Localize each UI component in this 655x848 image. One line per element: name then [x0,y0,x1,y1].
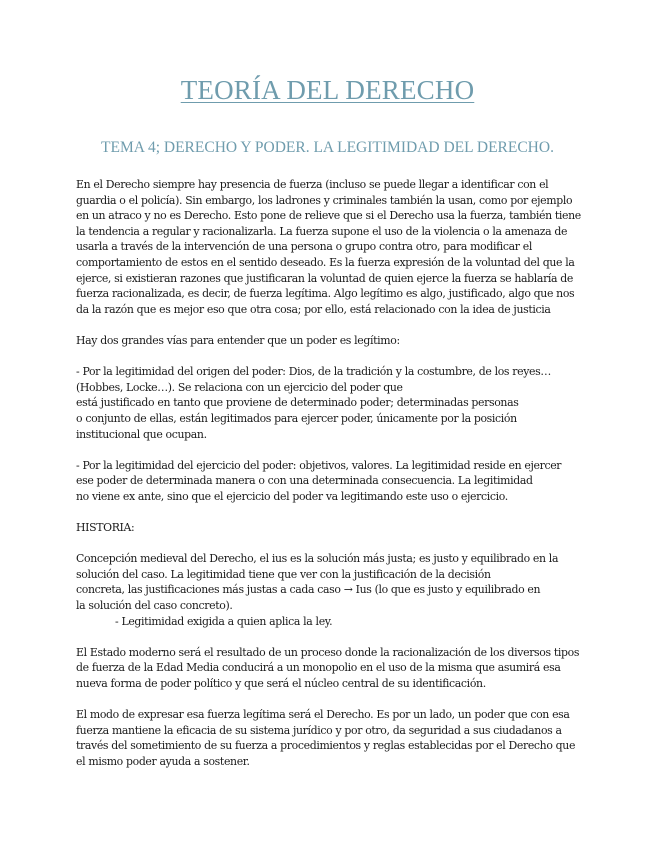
text-line: comportamiento de estos en el sentido deseado. Es la fuerza expresión de la voluntad del que la [76,255,575,269]
paragraph [76,551,586,629]
document-title: TEORÍA DEL DERECHO [180,75,475,105]
text-line: Hay dos grandes vías para entender que un poder es legítimo: [76,333,400,347]
text-line: nueva forma de poder político y que será el núcleo central de su identificación. [76,677,486,690]
text-line: el mismo poder ayuda a sostener. [76,754,250,768]
paragraph [76,707,586,769]
text-line: o conjunto de ellas, están legitimados para ejercer poder, únicamente por la posición [76,411,517,425]
text-line: El modo de expresar esa fuerza legítima será el Derecho. Es por un lado, un poder que con esa [76,708,570,722]
text-line: da la razón que es mejor eso que otra cosa; por ello, está relacionado con la idea de justicia [76,302,551,316]
text-line: de fuerza de la Edad Media conducirá a un monopolio en el uso de la misma que asumirá esa [76,661,561,675]
text-line: institucional que ocupan. [76,427,207,441]
text-line: está justificado en tanto que proviene de determinado poder; determinadas personas [76,396,519,410]
paragraph [76,177,586,317]
document-subtitle: TEMA 4; DERECHO Y PODER. LA LEGITIMIDAD DEL DERECHO. [101,139,554,156]
text-line: la solución del caso concreto). [76,599,233,613]
paragraph [76,645,586,692]
text-line: - Por la legitimidad del origen del poder: Dios, de la tradición y la costumbre, de los reyes… [76,365,551,379]
text-line: la tendencia a regular y racionalizarla. La fuerza supone el uso de la violencia o la amenaza de [76,224,568,238]
text-line: ese poder de determinada manera o con una determinada consecuencia. La legitimidad [76,474,533,488]
text-line: fuerza racionalizada, es decir, de fuerza legítima. Algo legítimo es algo, justificado, algo que nos [76,287,575,301]
text-line: (Hobbes, Locke…). Se relaciona con un ejercicio del poder que [76,380,403,394]
text-line: no viene ex ante, sino que el ejercicio del poder va legitimando este uso o ejercicio. [76,489,508,503]
paragraph [76,520,586,536]
text-line: en un atraco y no es Derecho. Esto pone de relieve que si el Derecho usa la fuerza, también tiene [76,209,581,223]
text-line: ejerce, si existieran razones que justificaran la voluntad de quien ejerce la fuerza se hablaría de [76,271,574,285]
text-line: - Por la legitimidad del ejercicio del poder: objetivos, valores. La legitimidad reside en ejercer [76,458,562,472]
text-line: concreta, las justificaciones más justas a cada caso → Ius (lo que es justo y equilibrado en [76,583,541,597]
text-line: solución del caso. La legitimidad tiene que ver con la justificación de la decisión [76,567,491,581]
paragraph [76,364,586,442]
text-line: El Estado moderno será el resultado de un proceso donde la racionalización de los diversos tipos [76,645,580,659]
document-body [76,177,586,785]
text-line: Concepción medieval del Derecho, el ius es la solución más justa; es justo y equilibrado en la [76,552,559,566]
paragraph [76,333,586,349]
indented-list-item: - Legitimidad exigida a quien aplica la ley. [115,614,333,628]
text-line: En el Derecho siempre hay presencia de fuerza (incluso se puede llegar a identificar con el [76,178,549,191]
text-line: guardia o el policía). Sin embargo, los ladrones y criminales también la usan, como por ejemplo [76,193,573,207]
text-line: través del sometimiento de su fuerza a procedimientos y reglas establecidas por el Derecho que [76,739,576,753]
text-line: fuerza mantiene la eficacia de su sistema jurídico y por otro, da seguridad a sus ciudadanos a [76,723,562,737]
text-line: HISTORIA: [76,521,135,535]
paragraph [76,458,586,505]
text-line: usarla a través de la intervención de una persona o grupo contra otro, para modificar el [76,240,532,254]
